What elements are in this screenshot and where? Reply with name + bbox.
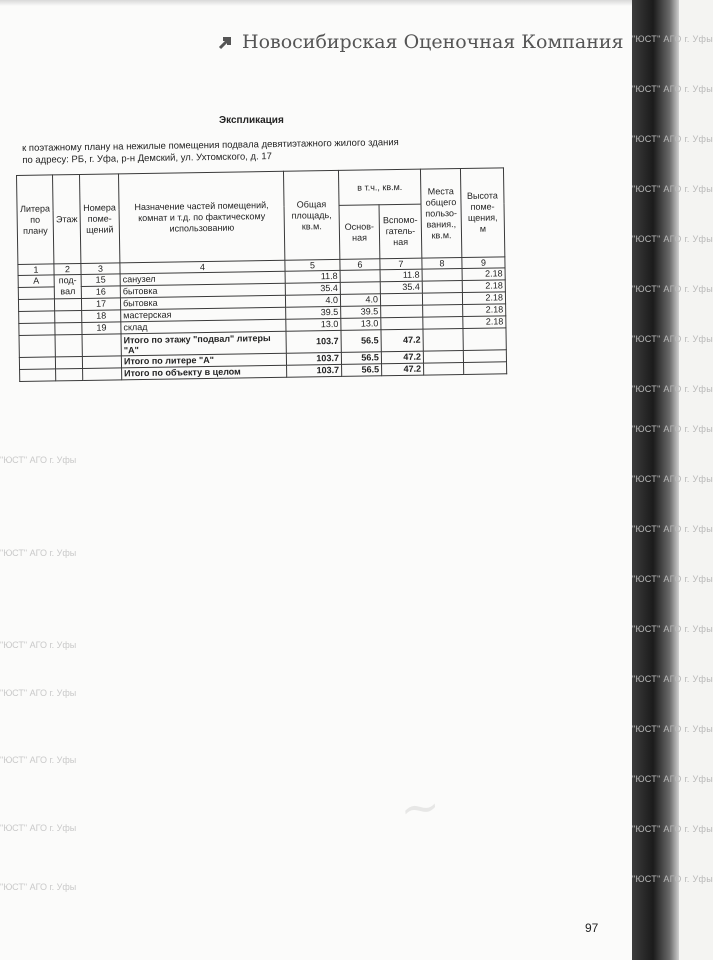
watermark-text: "ЮСТ" АГО г. Уфы (632, 184, 713, 194)
vspomog-cell: 35.4 (380, 281, 422, 294)
etazh-cell (55, 334, 82, 356)
watermark-text: "ЮСТ" АГО г. Уфы (632, 384, 713, 394)
etazh-cell: под-вал (54, 274, 81, 298)
watermark-text: "ЮСТ" АГО г. Уфы (632, 84, 713, 94)
litera-cell (18, 299, 54, 312)
vspomog-cell (381, 317, 423, 330)
vysota-cell: 2.18 (462, 280, 505, 293)
subtitle-line-2: по адресу: РБ, г. Уфа, р-н Демский, ул. Ухтомского, д. 17 (22, 151, 272, 166)
col-number: 5 (285, 259, 340, 271)
obshchaya-cell: 39.5 (286, 306, 341, 319)
faint-stamp-mark: ~ (397, 778, 444, 838)
nomer-cell (83, 368, 122, 381)
document-subtitle (22, 137, 399, 167)
nomer-cell (82, 356, 121, 369)
watermark-text: "ЮСТ" АГО г. Уфы (0, 688, 77, 698)
header-osnovnaya: Основ-ная (339, 205, 380, 260)
total-vspomog: 47.2 (381, 351, 423, 364)
company-header (218, 28, 624, 56)
nomer-cell: 16 (81, 286, 120, 299)
explication-table (16, 167, 507, 382)
litera-cell (19, 335, 55, 358)
total-vspomog: 47.2 (382, 363, 424, 376)
watermark-text: "ЮСТ" АГО г. Уфы (632, 134, 713, 144)
osnovnaya-cell (340, 270, 380, 283)
total-obshchaya: 103.7 (287, 364, 342, 377)
watermark-text: "ЮСТ" АГО г. Уфы (632, 824, 713, 834)
watermark-text: "ЮСТ" АГО г. Уфы (632, 674, 713, 684)
total-label: Итого по литере "А" (121, 353, 286, 368)
nomer-cell: 17 (81, 298, 120, 311)
watermark-text: "ЮСТ" АГО г. Уфы (632, 284, 713, 294)
arrow-logo-icon (218, 34, 234, 50)
company-name: Новосибирская Оценочная Компания (242, 31, 624, 53)
total-vysota (463, 328, 506, 351)
col-number: 3 (81, 263, 120, 275)
header-litera: Литера по плану (17, 175, 54, 265)
obshchaya-cell: 4.0 (285, 294, 340, 307)
total-obshchaya: 103.7 (286, 352, 341, 365)
vysota-cell: 2.18 (462, 292, 505, 305)
col-number: 9 (462, 257, 505, 269)
watermark-text: "ЮСТ" АГО г. Уфы (0, 548, 77, 558)
mesta-cell (422, 269, 462, 282)
watermark-text: "ЮСТ" АГО г. Уфы (632, 34, 713, 44)
naznachenie-cell: бытовка (120, 295, 285, 310)
total-mesta (424, 362, 464, 375)
total-vysota (464, 362, 507, 375)
vspomog-cell: 11.8 (380, 269, 422, 282)
header-v-tch: в т.ч., кв.м. (338, 169, 421, 205)
watermark-text: "ЮСТ" АГО г. Уфы (632, 474, 713, 484)
col-number: 8 (422, 258, 462, 270)
etazh-cell (54, 298, 81, 310)
osnovnaya-cell: 4.0 (340, 294, 380, 307)
total-label: Итого по объекту в целом (122, 365, 287, 380)
etazh-cell (55, 356, 82, 368)
total-mesta (423, 350, 463, 363)
subtitle-line-1: к поэтажному плану на нежилые помещения подвала девятиэтажного жилого здания (22, 137, 399, 154)
mesta-cell (423, 305, 463, 318)
obshchaya-cell: 35.4 (285, 282, 340, 295)
total-vysota (463, 350, 506, 363)
naznachenie-cell: бытовка (120, 283, 285, 298)
col-number: 6 (340, 259, 380, 271)
litera-cell (19, 357, 55, 370)
osnovnaya-cell (340, 282, 380, 295)
watermark-text: "ЮСТ" АГО г. Уфы (0, 823, 77, 833)
etazh-cell (56, 368, 83, 380)
total-label: Итого по этажу "подвал" литеры "А" (121, 331, 286, 356)
header-mesta: Места общего пользо-вания., кв.м. (420, 169, 461, 259)
vysota-cell: 2.18 (463, 316, 506, 329)
watermark-text: "ЮСТ" АГО г. Уфы (0, 755, 77, 765)
watermark-text: "ЮСТ" АГО г. Уфы (632, 524, 713, 534)
vspomog-cell (380, 293, 422, 306)
header-vysota: Высота поме-щения, м (460, 168, 504, 258)
etazh-cell (55, 322, 82, 334)
watermark-text: "ЮСТ" АГО г. Уфы (632, 724, 713, 734)
header-etazh: Этаж (53, 175, 81, 264)
litera-cell (19, 323, 55, 336)
vspomog-cell (381, 305, 423, 318)
osnovnaya-cell: 13.0 (341, 318, 381, 331)
col-number: 4 (120, 260, 285, 274)
col-number: 2 (54, 263, 81, 274)
watermark-text: "ЮСТ" АГО г. Уфы (0, 640, 77, 650)
header-naznachenie: Назначение частей помещений, комнат и т.д. по фактическому использованию (118, 171, 284, 263)
mesta-cell (422, 281, 462, 294)
total-obshchaya: 103.7 (286, 330, 341, 353)
watermark-text: "ЮСТ" АГО г. Уфы (632, 624, 713, 634)
watermark-text: "ЮСТ" АГО г. Уфы (0, 882, 77, 892)
obshchaya-cell: 13.0 (286, 318, 341, 331)
page-number: 97 (585, 921, 599, 935)
total-osnovnaya: 56.5 (342, 364, 382, 377)
naznachenie-cell: санузел (120, 271, 285, 286)
litera-cell: А (18, 275, 54, 288)
osnovnaya-cell: 39.5 (341, 306, 381, 319)
header-nomera: Номера поме-щений (80, 174, 120, 264)
etazh-cell (55, 310, 82, 322)
naznachenie-cell: мастерская (121, 307, 286, 322)
total-osnovnaya: 56.5 (341, 352, 381, 365)
watermark-text: "ЮСТ" АГО г. Уфы (632, 874, 713, 884)
binding-edge (632, 0, 713, 960)
watermark-text: "ЮСТ" АГО г. Уфы (632, 574, 713, 584)
header-vspomog: Вспомо-гатель-ная (379, 204, 422, 259)
mesta-cell (423, 316, 463, 329)
watermark-text: "ЮСТ" АГО г. Уфы (632, 334, 713, 344)
nomer-cell: 18 (82, 310, 121, 323)
total-vspomog: 47.2 (381, 329, 423, 352)
total-mesta (423, 328, 463, 351)
obshchaya-cell: 11.8 (285, 270, 340, 283)
naznachenie-cell: склад (121, 319, 286, 334)
header-obshchaya: Общая площадь, кв.м. (283, 170, 339, 260)
nomer-cell (82, 334, 121, 357)
nomer-cell: 15 (81, 274, 120, 287)
total-osnovnaya: 56.5 (341, 330, 381, 353)
watermark-text: "ЮСТ" АГО г. Уфы (0, 455, 77, 465)
watermark-text: "ЮСТ" АГО г. Уфы (632, 234, 713, 244)
mesta-cell (422, 293, 462, 306)
watermark-text: "ЮСТ" АГО г. Уфы (632, 774, 713, 784)
col-number: 7 (380, 258, 422, 270)
watermark-text: "ЮСТ" АГО г. Уфы (632, 424, 713, 434)
col-number: 1 (18, 264, 54, 276)
document-title: Экспликация (219, 115, 284, 126)
vysota-cell: 2.18 (463, 304, 506, 317)
litera-cell (19, 311, 55, 324)
litera-cell (20, 369, 56, 382)
litera-cell (18, 287, 54, 300)
nomer-cell: 19 (82, 322, 121, 335)
vysota-cell: 2.18 (462, 268, 505, 281)
